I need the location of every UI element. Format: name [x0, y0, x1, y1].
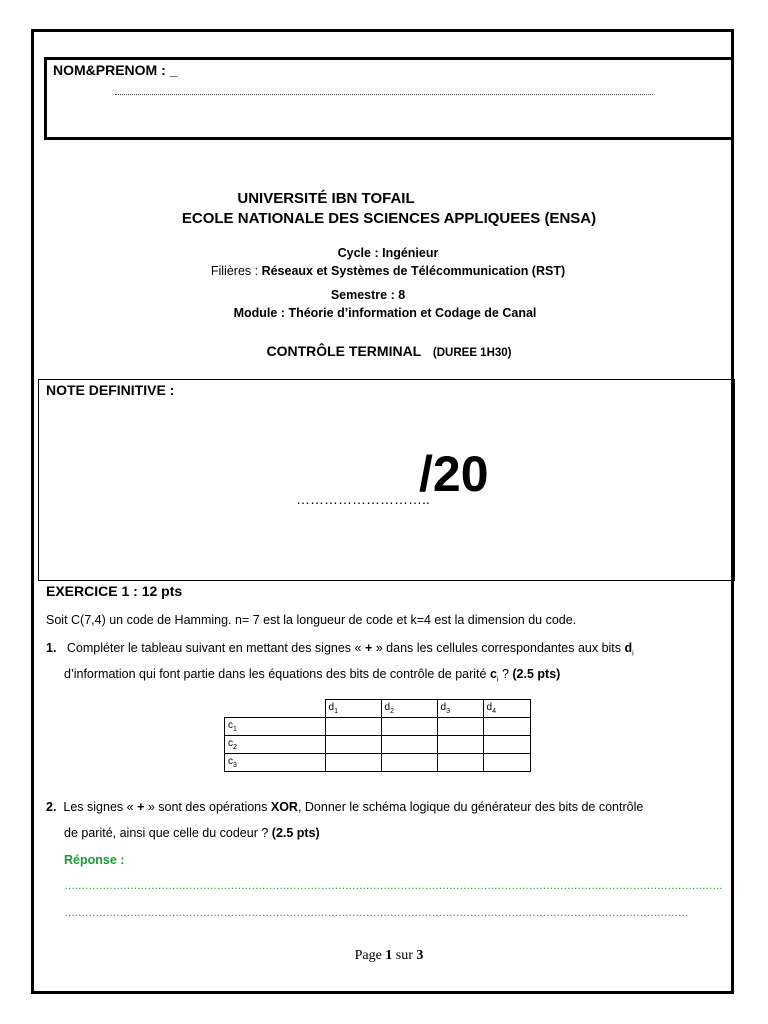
table-cell[interactable] [437, 736, 483, 754]
column-header: $d_1$ [325, 700, 381, 718]
question-1-line-1: 1. Compléter le tableau suivant en mettant des signes « + » dans les cellules correspondantes aux bits $d_i$ [46, 641, 634, 658]
row-header: $c_2$ [225, 736, 326, 754]
university-name: UNIVERSITÉ IBN TOFAIL [237, 190, 415, 207]
column-header: $d_2$ [381, 700, 437, 718]
exam-title-line [5, 343, 768, 359]
grade-label: NOTE DEFINITIVE : [46, 382, 175, 398]
grade-fill-dots[interactable]: ……………………….. [296, 491, 430, 507]
table-corner-cell [225, 700, 326, 718]
table-row [225, 718, 531, 736]
answer-line-2[interactable]: ……………………………………………………………………………………………………………………………………………………………… [64, 907, 689, 919]
answer-label: Réponse : [64, 853, 125, 867]
column-header: $d_4$ [483, 700, 530, 718]
row-header: $c_3$ [225, 754, 326, 772]
table-header-row [225, 700, 531, 718]
answer-line-1[interactable]: ………………………………………………………………………………………………………………………………………………………………………. [64, 880, 722, 892]
semestre-line: Semestre : 8 [330, 288, 406, 302]
table-row [225, 754, 531, 772]
table-cell[interactable] [381, 736, 437, 754]
name-label: NOM&PRENOM : _ [53, 62, 178, 78]
cycle-line: Cycle : Ingénieur [337, 246, 439, 260]
exercise-title: EXERCICE 1 : 12 pts [46, 583, 183, 599]
parity-table [224, 699, 531, 772]
table-cell[interactable] [437, 754, 483, 772]
table-cell[interactable] [325, 736, 381, 754]
row-header: $c_1$ [225, 718, 326, 736]
question-2-line-2: de parité, ainsi que celle du codeur ? (2.5 pts) [64, 826, 320, 840]
page-footer: Page 1 sur 3 [354, 948, 424, 963]
name-fill-line[interactable] [115, 94, 653, 95]
column-header: $d_3$ [437, 700, 483, 718]
question-2-line-1: 2. Les signes « + » sont des opérations XOR, Donner le schéma logique du générateur des bits de contrôle [46, 800, 644, 814]
table-cell[interactable] [483, 736, 530, 754]
filieres-line: Filières : Réseaux et Systèmes de Télécommunication (RST) [210, 264, 566, 278]
grade-box [38, 379, 735, 581]
table-cell[interactable] [325, 754, 381, 772]
table-cell[interactable] [483, 718, 530, 736]
grade-max-score: /20 [419, 446, 489, 502]
table-row [225, 736, 531, 754]
table-cell[interactable] [483, 754, 530, 772]
school-name: ECOLE NATIONALE DES SCIENCES APPLIQUEES (ENSA) [181, 210, 597, 227]
exercise-intro: Soit C(7,4) un code de Hamming. n= 7 est la longueur de code et k=4 est la dimension du code. [46, 613, 577, 627]
exam-duration: (DUREE 1H30) [432, 347, 512, 359]
table-cell[interactable] [437, 718, 483, 736]
table-cell[interactable] [381, 754, 437, 772]
table-cell[interactable] [381, 718, 437, 736]
table-cell[interactable] [325, 718, 381, 736]
question-1-line-2: d’information qui font partie dans les équations des bits de contrôle de parité $c_i$ ? (2.5 pts) [64, 667, 561, 684]
module-line: Module : Théorie d’information et Codage de Canal [233, 306, 537, 320]
exam-title: CONTRÔLE TERMINAL [266, 343, 422, 359]
